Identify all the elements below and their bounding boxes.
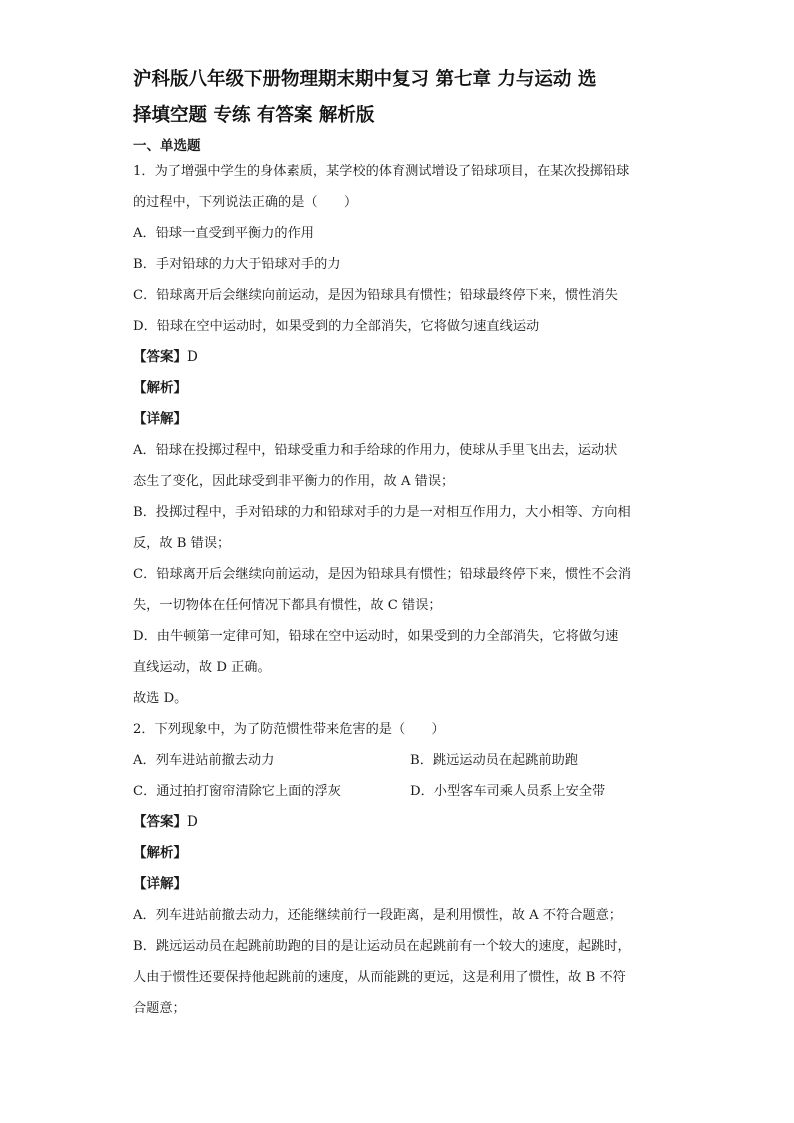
question-2-stem: 2．下列现象中，为了防范惯性带来危害的是（ ） [133, 722, 445, 737]
document-content [133, 62, 663, 1024]
title-line-1: 沪科版八年级下册物理期末期中复习 第七章 力与运动 选 [133, 69, 597, 90]
question-2-detail-line: B．跳远运动员在起跳前助跑的目的是让运动员在起跳前有一个较大的速度，起跳时， [133, 939, 631, 954]
question-1 [133, 156, 663, 714]
question-1-detail-line: A．铅球在投掷过程中，铅球受重力和手给球的作用力，使球从手里飞出去，运动状 [133, 443, 618, 458]
question-2-option-a: A．列车进站前撤去动力 [133, 753, 275, 768]
answer-label: 【答案】 [133, 349, 187, 365]
question-2-option-b: B．跳远运动员在起跳前助跑 [410, 753, 578, 768]
question-1-option-d: D．铅球在空中运动时，如果受到的力全部消失，它将做匀速直线运动 [133, 319, 540, 334]
question-1-detail-line: B．投掷过程中，手对铅球的力和铅球对手的力是一对相互作用力，大小相等、方向相 [133, 505, 631, 520]
question-1-option-c: C．铅球离开后会继续向前运动，是因为铅球具有惯性；铅球最终停下来，惯性消失 [133, 288, 618, 303]
question-1-detail-line: C．铅球离开后会继续向前运动，是因为铅球具有惯性；铅球最终停下来，惯性不会消 [133, 567, 632, 582]
question-2-option-d: D．小型客车司乘人员系上安全带 [410, 784, 606, 799]
answer-value: D [187, 349, 198, 365]
section-heading: 一、单选题 [133, 138, 201, 154]
question-2-answer [133, 807, 663, 838]
question-1-detail-line: 失，一切物体在任何情况下都具有惯性，故 C 错误； [133, 598, 442, 613]
question-1-detail-line: 反，故 B 错误； [133, 536, 231, 551]
question-2-options-row-2 [133, 776, 663, 807]
question-1-option-a: A．铅球一直受到平衡力的作用 [133, 226, 314, 241]
question-2-option-c: C．通过拍打窗帘清除它上面的浮灰 [133, 784, 341, 799]
question-1-detail-line: D．由牛顿第一定律可知，铅球在空中运动时，如果受到的力全部消失，它将做匀速 [133, 629, 619, 644]
document-title [133, 62, 663, 134]
question-1-detail-line: 直线运动，故 D 正确。 [133, 660, 271, 675]
question-1-stem-line-1: 1．为了增强中学生的身体素质，某学校的体育测试增设了铅球项目，在某次投掷铅球 [133, 164, 630, 179]
answer-value: D [187, 814, 198, 830]
question-1-stem-line-2: 的过程中，下列说法正确的是（ ） [133, 195, 358, 210]
question-2 [133, 714, 663, 1024]
answer-label: 【答案】 [133, 814, 187, 830]
question-1-option-b: B．手对铅球的力大于铅球对手的力 [133, 257, 341, 272]
question-2-analysis-label: 【解析】 [133, 845, 187, 861]
question-2-options-row-1 [133, 745, 663, 776]
question-1-detail-label: 【详解】 [133, 411, 187, 427]
question-2-detail-line: 合题意； [133, 1001, 186, 1016]
question-1-analysis-label: 【解析】 [133, 380, 187, 396]
question-2-detail-line: A．列车进站前撤去动力，还能继续前行一段距离，是利用惯性，故 A 不符合题意； [133, 908, 622, 923]
question-1-answer [133, 342, 663, 373]
question-2-detail-label: 【详解】 [133, 876, 187, 892]
question-1-detail-line: 态生了变化，因此球受到非平衡力的作用，故 A 错误； [133, 474, 455, 489]
question-2-detail-line: 人由于惯性还要保持他起跳前的速度，从而能跳的更远，这是利用了惯性，故 B 不符 [133, 970, 626, 985]
question-1-conclusion: 故选 D。 [133, 691, 188, 706]
title-line-2: 择填空题 专练 有答案 解析版 [133, 105, 375, 126]
